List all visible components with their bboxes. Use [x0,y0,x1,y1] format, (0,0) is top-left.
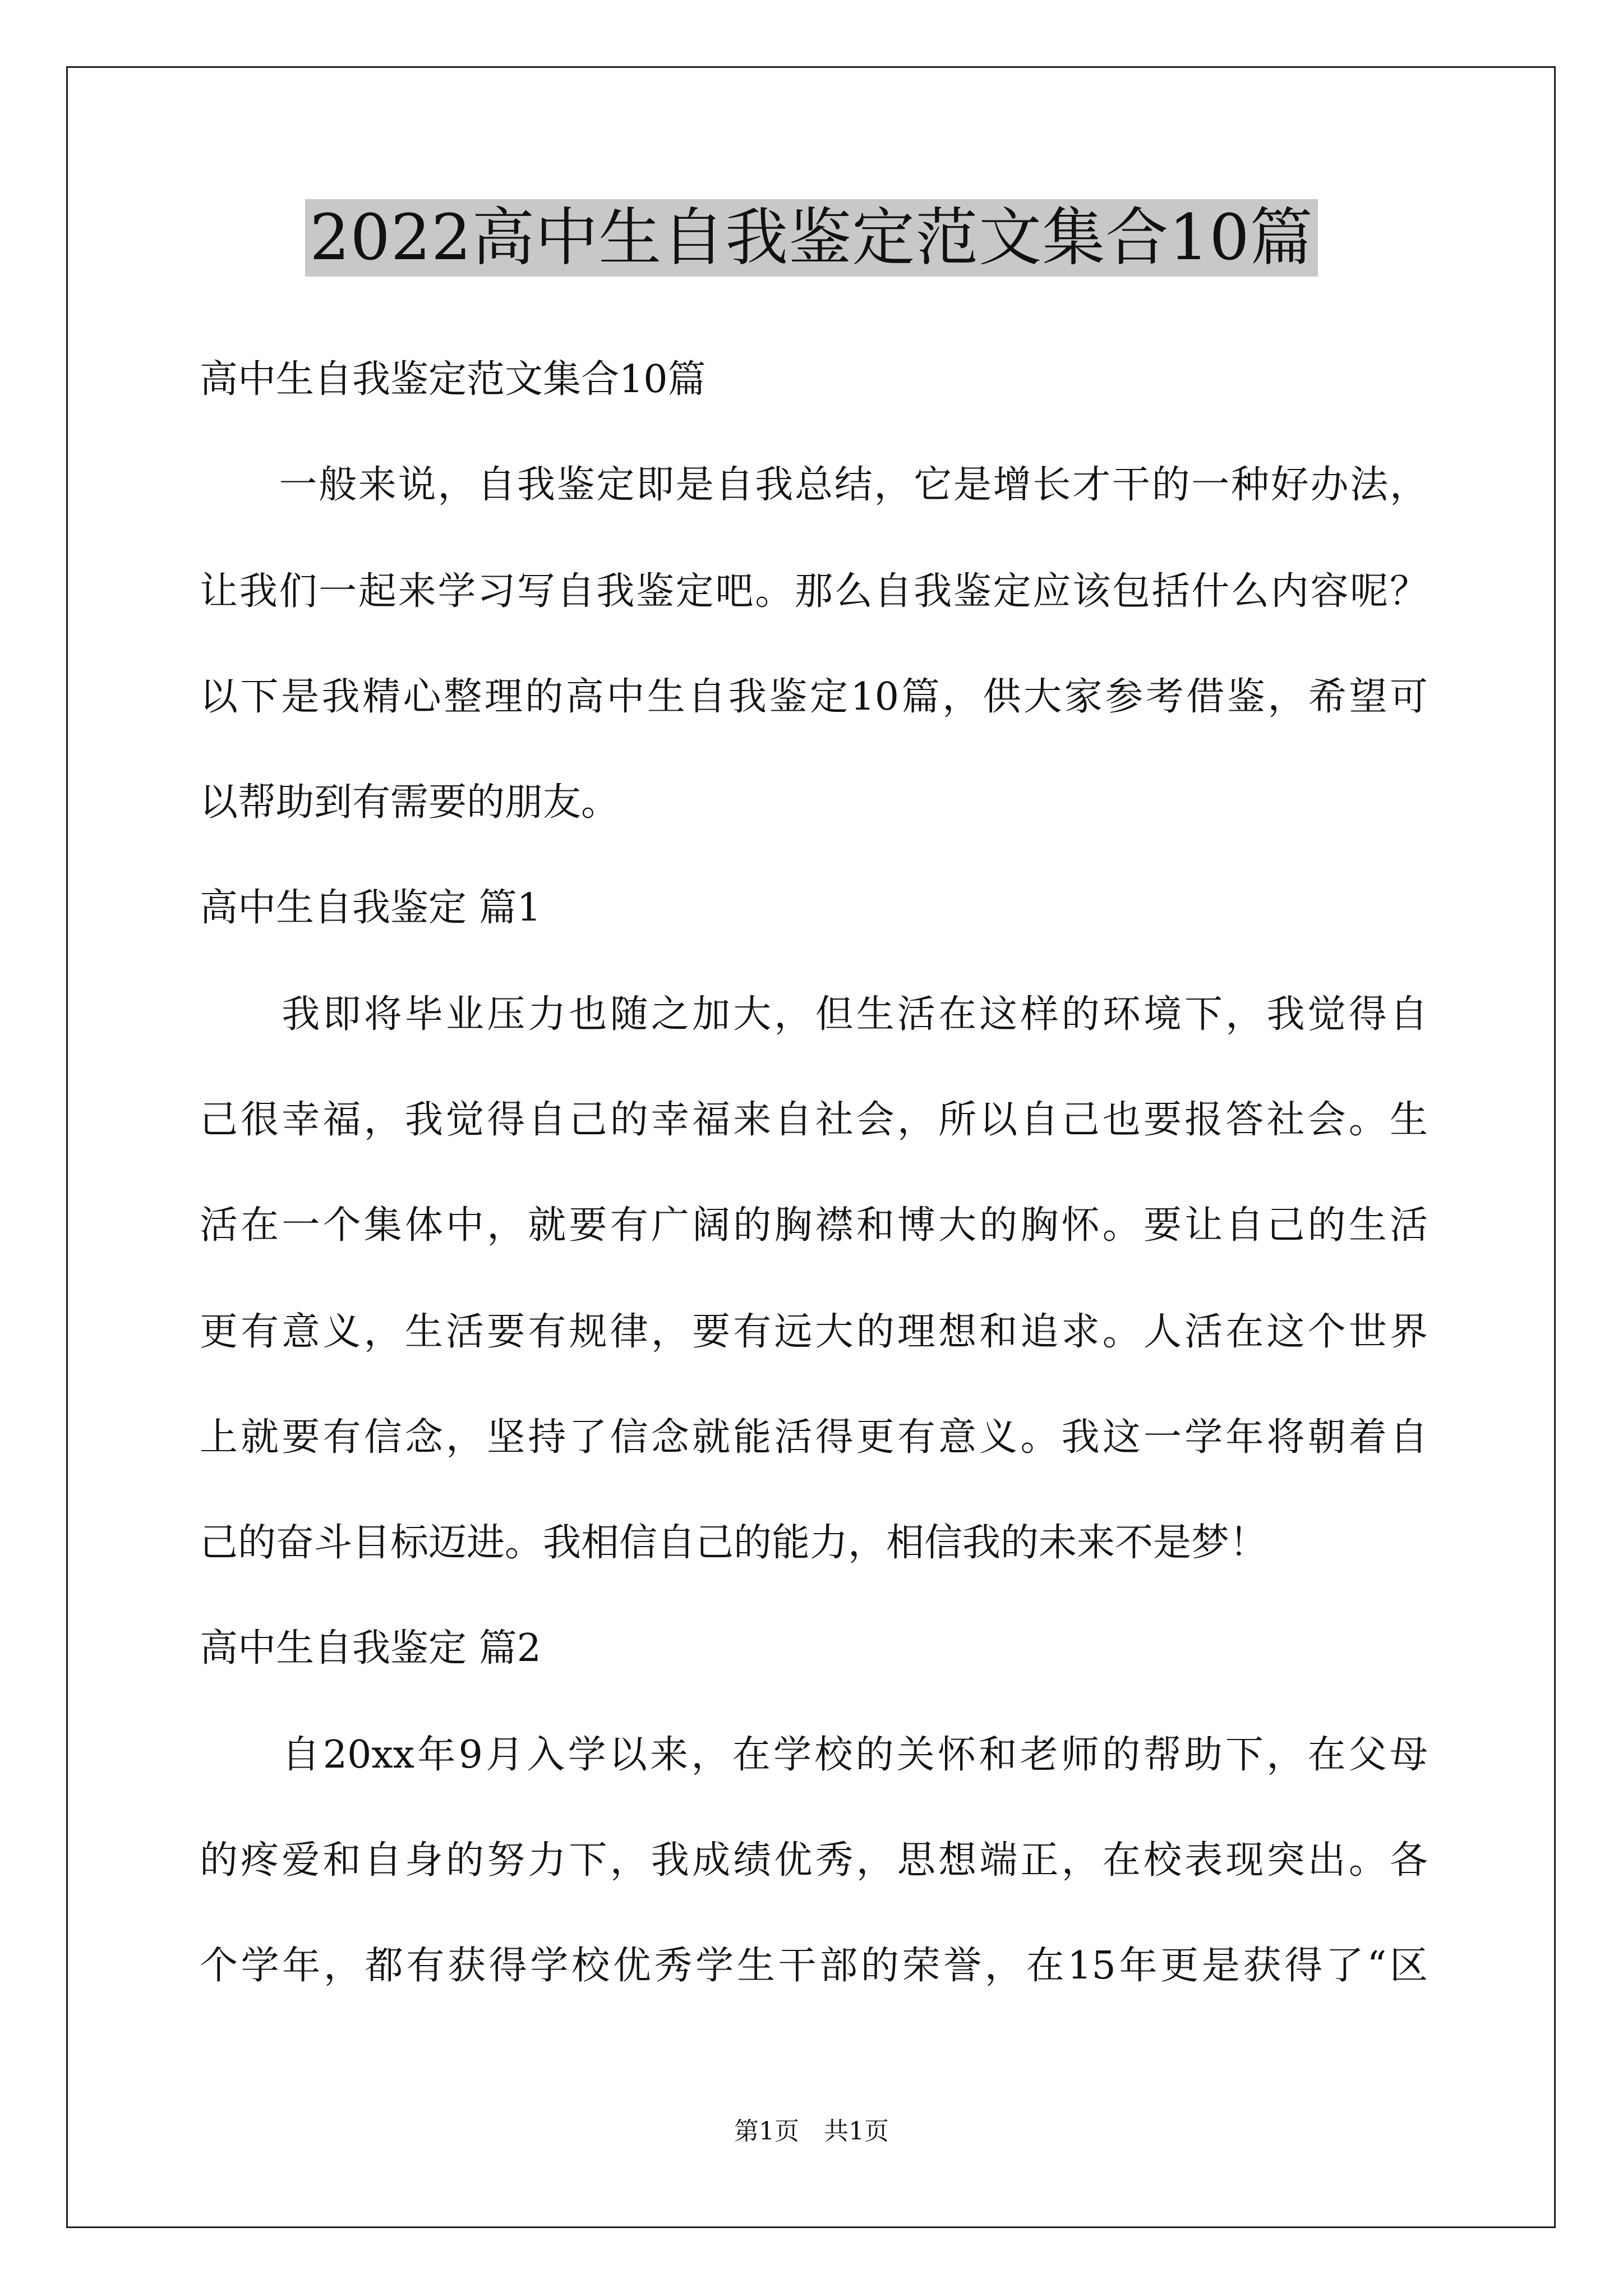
subtitle-line: 高中生自我鉴定范文集合10篇 [200,357,706,402]
paragraph-line: 更有意义，生活要有规律，要有远大的理想和追求。人活在这个世界 [200,1310,1428,1354]
paragraph-line: 一般来说，自我鉴定即是自我总结，它是增长才干的一种好办法， [200,463,1428,507]
paragraph-line: 的疼爱和自身的努力下，我成绩优秀，思想端正，在校表现突出。各 [200,1838,1428,1883]
paragraph-line: 上就要有信念，坚持了信念就能活得更有意义。我这一学年将朝着自 [200,1415,1428,1460]
paragraph-line: 个学年，都有获得学校优秀学生干部的荣誉，在15年更是获得了“区 [200,1944,1428,1988]
document-title: 2022高中生自我鉴定范文集合10篇 [305,199,1318,277]
paragraph-line: 己很幸福，我觉得自己的幸福来自社会，所以自己也要报答社会。生 [200,1098,1428,1142]
paragraph-line: 我即将毕业压力也随之加大，但生活在这样的环境下，我觉得自 [200,992,1428,1037]
paragraph-line: 自20xx年9月入学以来，在学校的关怀和老师的帮助下，在父母 [200,1733,1428,1777]
title-container [0,199,1623,277]
section-heading: 高中生自我鉴定 篇1 [200,886,541,930]
paragraph-line: 让我们一起来学习写自我鉴定吧。那么自我鉴定应该包括什么内容呢？ [200,569,1428,614]
paragraph-line: 己的奋斗目标迈进。我相信自己的能力，相信我的未来不是梦！ [200,1521,1268,1565]
section-heading: 高中生自我鉴定 篇2 [200,1626,541,1671]
paragraph-line: 以帮助到有需要的朋友。 [200,780,620,825]
paragraph-line: 活在一个集体中，就要有广阔的胸襟和博大的胸怀。要让自己的生活 [200,1203,1428,1248]
paragraph-line: 以下是我精心整理的高中生自我鉴定10篇，供大家参考借鉴，希望可 [200,675,1428,719]
page-footer: 第1页 共1页 [734,2117,889,2146]
